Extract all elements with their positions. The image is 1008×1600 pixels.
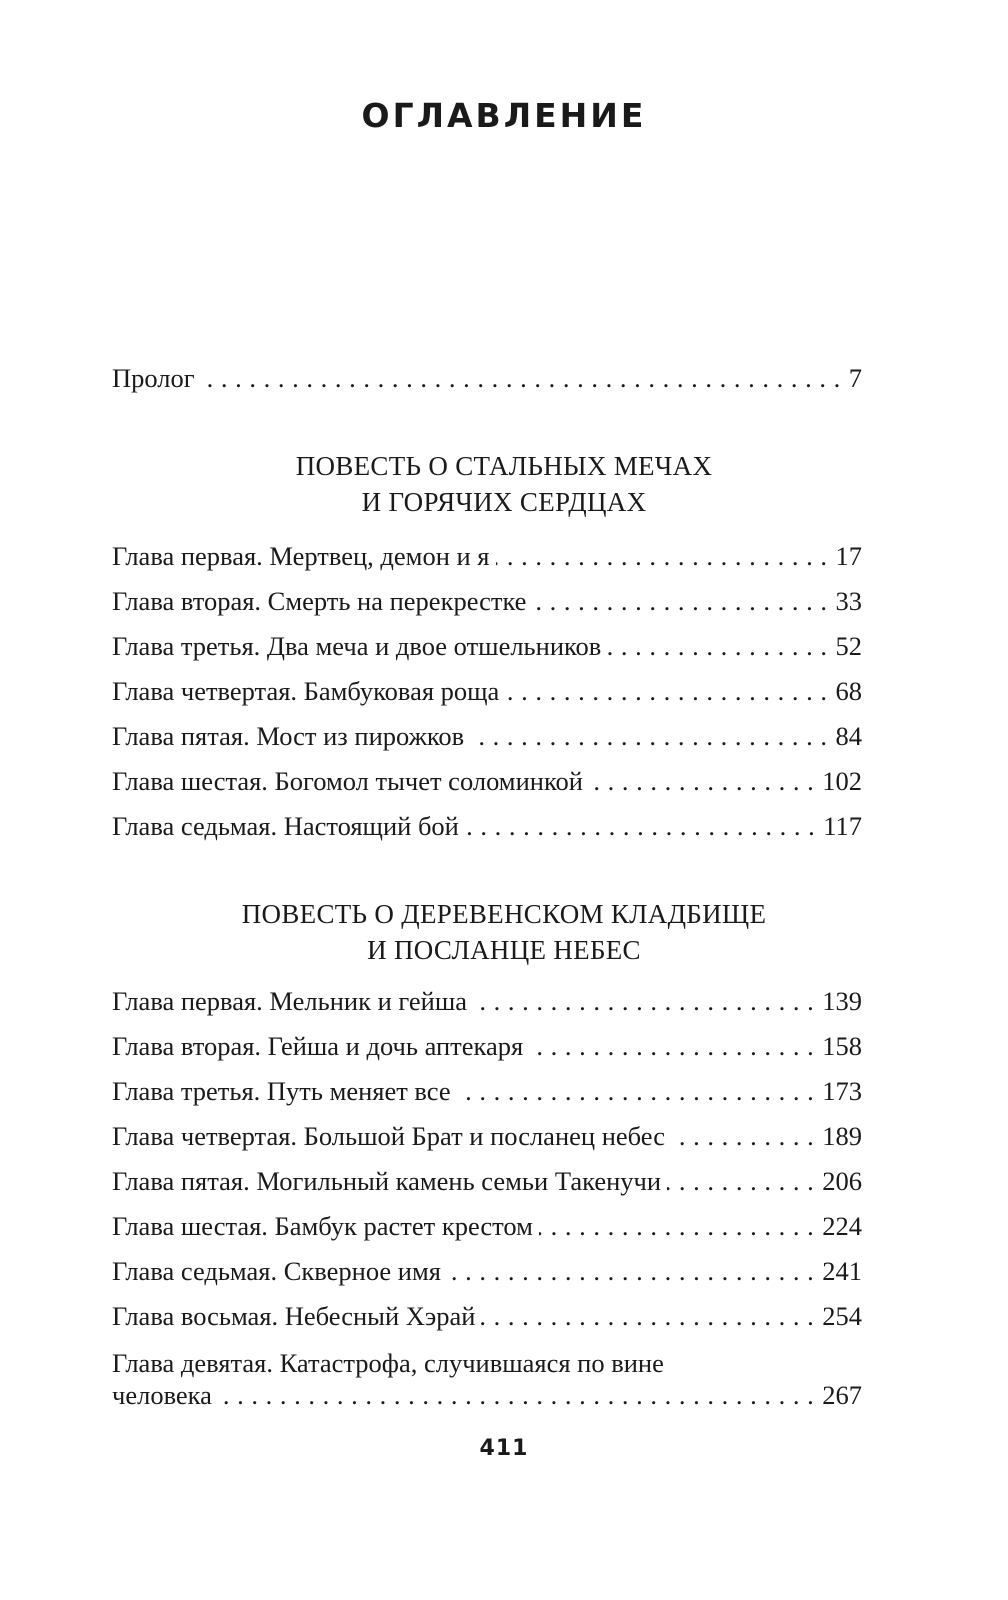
toc-entry[interactable] bbox=[112, 806, 862, 842]
section-heading-line: И ГОРЯЧИХ СЕРДЦАХ bbox=[361, 487, 647, 517]
toc-entry-multiline[interactable] bbox=[112, 1347, 862, 1411]
page-title: ОГЛАВЛЕНИЕ bbox=[361, 96, 647, 135]
section-heading-line: ПОВЕСТЬ О ДЕРЕВЕНСКОМ КЛАДБИЩЕ bbox=[241, 899, 767, 929]
section-heading-line: ПОВЕСТЬ О СТАЛЬНЫХ МЕЧАХ bbox=[295, 451, 713, 481]
toc-leader-dots bbox=[470, 720, 827, 752]
toc-entry-label: Глава седьмая. Скверное имя bbox=[112, 1256, 441, 1286]
toc-entry-label: Глава седьмая. Настоящий бой bbox=[112, 811, 459, 841]
toc-entry-label: Глава третья. Путь меняет все bbox=[112, 1076, 451, 1106]
toc-entry-label: Глава первая. Мертвец, демон и я bbox=[112, 541, 490, 571]
toc-entry[interactable] bbox=[112, 761, 862, 797]
toc-entry-label: Глава вторая. Смерть на перекрестке bbox=[112, 586, 527, 616]
toc-entry[interactable] bbox=[112, 981, 862, 1017]
toc-entry[interactable] bbox=[112, 716, 862, 752]
toc-page-number: 33 bbox=[835, 586, 862, 616]
toc-leader-dots bbox=[218, 1379, 814, 1411]
toc-leader-dots bbox=[201, 362, 841, 394]
toc-entry-label: Глава шестая. Богомол тычет соломинкой bbox=[112, 766, 583, 796]
toc-leader-dots bbox=[607, 630, 827, 662]
toc-page-number: 17 bbox=[835, 541, 862, 571]
toc-entry-label: Глава пятая. Могильный камень семьи Такенучи bbox=[112, 1166, 662, 1196]
toc-entry[interactable] bbox=[112, 536, 862, 572]
toc-leader-dots bbox=[529, 1030, 814, 1062]
toc-leader-dots bbox=[465, 810, 815, 842]
toc-entry[interactable] bbox=[112, 1296, 862, 1332]
toc-entry[interactable] bbox=[112, 1161, 862, 1197]
toc-entry-label: Глава четвертая. Бамбуковая роща bbox=[112, 676, 500, 706]
toc-page-number: 84 bbox=[835, 721, 862, 751]
toc-page-number: 52 bbox=[835, 631, 862, 661]
toc-leader-dots bbox=[447, 1255, 814, 1287]
toc-entry[interactable] bbox=[112, 1071, 862, 1107]
toc-entry-label: Глава вторая. Гейша и дочь аптекаря bbox=[112, 1031, 524, 1061]
toc-page-number: 224 bbox=[822, 1211, 862, 1241]
toc-leader-dots bbox=[667, 1165, 814, 1197]
toc-leader-dots bbox=[671, 1120, 814, 1152]
toc-entry-label-line1: Глава девятая. Катастрофа, случившаяся по вине bbox=[112, 1348, 664, 1378]
toc-page-number: 189 bbox=[822, 1121, 862, 1151]
toc-page-number: 173 bbox=[822, 1076, 862, 1106]
toc-entry-label: Глава пятая. Мост из пирожков bbox=[112, 721, 465, 751]
toc-page-number: 7 bbox=[848, 363, 862, 393]
toc-entry-prologue[interactable] bbox=[112, 358, 862, 394]
toc-entry[interactable] bbox=[112, 581, 862, 617]
toc-page-number: 241 bbox=[822, 1256, 862, 1286]
toc-page-number: 254 bbox=[822, 1301, 862, 1331]
toc-page-number: 102 bbox=[822, 766, 862, 796]
toc-leader-dots bbox=[481, 1300, 814, 1332]
toc-entry[interactable] bbox=[112, 1251, 862, 1287]
toc-entry[interactable] bbox=[112, 1116, 862, 1152]
toc-entry-label: Глава четвертая. Большой Брат и посланец небес bbox=[112, 1121, 665, 1151]
toc-leader-dots bbox=[532, 585, 827, 617]
toc-entry[interactable] bbox=[112, 626, 862, 662]
toc-page-number: 267 bbox=[822, 1380, 862, 1410]
toc-leader-dots bbox=[589, 765, 814, 797]
toc-entry-label: Пролог bbox=[112, 363, 195, 393]
toc-leader-dots bbox=[539, 1210, 814, 1242]
toc-leader-dots bbox=[457, 1075, 815, 1107]
toc-page-number: 206 bbox=[822, 1166, 862, 1196]
toc-entry-label-line2: человека bbox=[112, 1380, 212, 1410]
section-heading-line: И ПОСЛАНЦЕ НЕБЕС bbox=[367, 935, 641, 965]
toc-leader-dots bbox=[473, 985, 814, 1017]
toc-page-number: 68 bbox=[835, 676, 862, 706]
toc-entry-label: Глава третья. Два меча и двое отшельников bbox=[112, 631, 602, 661]
toc-leader-dots bbox=[505, 675, 827, 707]
toc-entry-label: Глава шестая. Бамбук растет крестом bbox=[112, 1211, 533, 1241]
toc-page-number: 139 bbox=[822, 986, 862, 1016]
section-heading-1 bbox=[0, 448, 1008, 520]
toc-entry[interactable] bbox=[112, 1026, 862, 1062]
toc-entry[interactable] bbox=[112, 1206, 862, 1242]
toc-entry-label: Глава первая. Мельник и гейша bbox=[112, 986, 468, 1016]
toc-page-number: 117 bbox=[823, 811, 862, 841]
toc-entry-label: Глава восьмая. Небесный Хэрай bbox=[112, 1301, 476, 1331]
section-heading-2 bbox=[0, 896, 1008, 968]
page-number-folio: 411 bbox=[479, 1436, 529, 1461]
toc-page-number: 158 bbox=[822, 1031, 862, 1061]
toc-entry[interactable] bbox=[112, 671, 862, 707]
toc-leader-dots bbox=[496, 540, 828, 572]
